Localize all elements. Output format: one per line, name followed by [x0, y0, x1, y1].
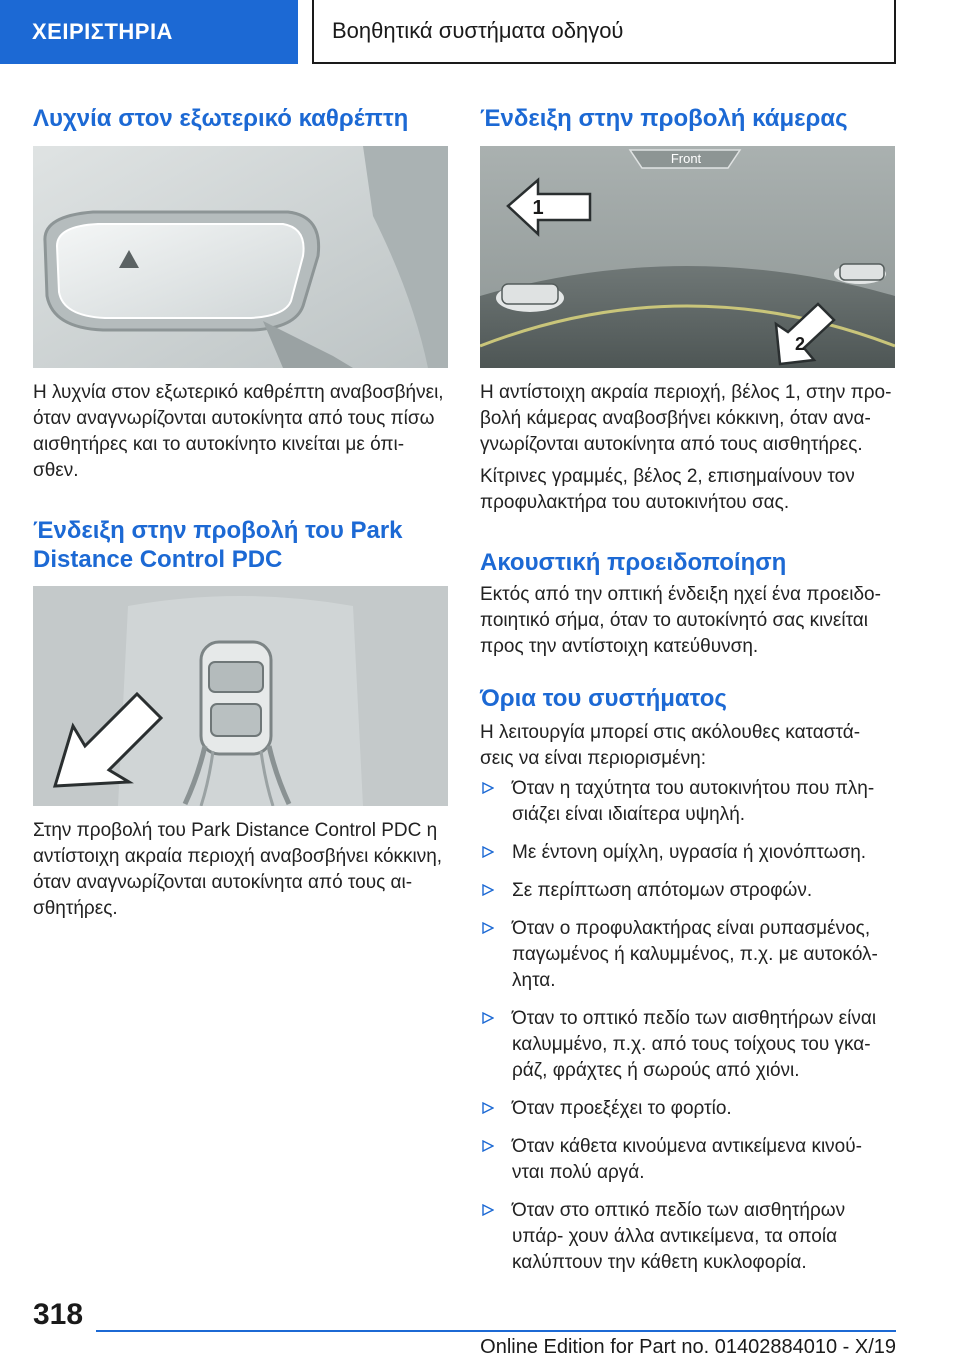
list-item-text: Όταν στο οπτικό πεδίο των αισθητήρων υπάρ- χουν άλλα αντικείμενα, τα οποία καλύπτουν την κάθετη κυκλοφορία.: [512, 1200, 846, 1273]
paragraph-mirror: Η λυχνία στον εξωτερικό καθρέπτη αναβοσβήνει, όταν αναγνωρίζονται αυτοκίνητα από τους πίσω αισθητήρες και το αυτοκίνητο κινείται με όπι- σθεν.: [33, 382, 444, 481]
paragraph-camera-1: Η αντίστοιχη ακραία περιοχή, βέλος 1, στην προ- βολή κάμερας αναβοσβήνει κόκκινη, όταν ανα- γνωρίζονται αυτοκίνητα από τους αισθητήρες.: [480, 382, 892, 455]
triangle-right-outline-icon: [482, 782, 494, 794]
list-item-text: Όταν η ταχύτητα του αυτοκινήτου που πλη- σιάζει είναι ιδιαίτερα υψηλή.: [512, 778, 875, 825]
list-item: [480, 840, 895, 866]
page-number: 318: [33, 1298, 84, 1331]
list-item: [480, 1096, 895, 1122]
car-right-icon: [834, 264, 886, 284]
section-tab: ΧΕΙΡΙΣΤΗΡΙΑ: [0, 0, 298, 64]
list-item-text: Όταν το οπτικό πεδίο των αισθητήρων είναι καλυμμένο, π.χ. από τους τοίχους του γκα- ράζ, φράχτες ή σωρούς από χιόνι.: [512, 1008, 877, 1081]
side-mirror-illustration: [33, 146, 448, 368]
chapter-title: Βοηθητικά συστήματα οδηγού: [312, 0, 896, 64]
arrow-2-label: 2: [794, 334, 806, 354]
heading-system-limits: Όρια του συστήματος: [480, 685, 727, 712]
heading-camera-display: Ένδειξη στην προβολή κάμερας: [480, 105, 848, 132]
list-item: [480, 776, 895, 828]
pdc-view-illustration: [33, 586, 448, 806]
list-item-text: Όταν ο προφυλακτήρας είναι ρυπασμένος, παγωμένος ή καλυμμένος, π.χ. με αυτοκόλ- λητα.: [512, 918, 878, 991]
list-item: [480, 1198, 895, 1276]
list-item-text: Όταν προεξέχει το φορτίο.: [512, 1098, 732, 1119]
list-item: [480, 1134, 895, 1186]
list-item-text: Σε περίπτωση απότομων στροφών.: [512, 880, 813, 901]
list-item-text: Όταν κάθετα κινούμενα αντικείμενα κινού- νται πολύ αργά.: [512, 1136, 862, 1183]
mirror-figure: [33, 146, 448, 368]
triangle-right-outline-icon: [482, 1204, 494, 1216]
heading-mirror-light: Λυχνία στον εξωτερικό καθρέπτη: [33, 105, 409, 132]
list-item: [480, 878, 895, 904]
car-left-icon: [496, 284, 564, 312]
heading-acoustic-warning: Ακουστική προειδοποίηση: [480, 549, 787, 576]
car-top-view-icon: [201, 642, 271, 754]
pdc-figure: [33, 586, 448, 806]
heading-pdc-display: Ένδειξη στην προβολή του Park Distance Control PDC: [33, 517, 403, 573]
paragraph-camera-2: Κίτρινες γραμμές, βέλος 2, επισημαίνουν τον προφυλακτήρα του αυτοκινήτου σας.: [480, 466, 855, 513]
triangle-right-outline-icon: [482, 1140, 494, 1152]
list-item-text: Με έντονη ομίχλη, υγρασία ή χιονόπτωση.: [512, 842, 867, 863]
triangle-right-outline-icon: [482, 1102, 494, 1114]
triangle-right-outline-icon: [482, 884, 494, 896]
arrow-1-label: 1: [532, 197, 544, 219]
list-item: [480, 1006, 895, 1084]
paragraph-pdc: Στην προβολή του Park Distance Control PDC η αντίστοιχη ακραία περιοχή αναβοσβήνει κόκκινη, όταν αναγνωρίζονται αυτοκίνητα από τους αι- σθητήρες.: [33, 820, 443, 919]
limits-list: [480, 776, 895, 1288]
front-label: Front: [670, 151, 702, 166]
paragraph-limits-intro: Η λειτουργία μπορεί στις ακόλουθες καταστά- σεις να είναι περιορισμένη:: [480, 722, 861, 769]
paragraph-acoustic: Εκτός από την οπτική ένδειξη ηχεί ένα προειδο- ποιητικό σήμα, όταν το αυτοκίνητό σας κινείται προς την αντίστοιχη κατεύθυνση.: [480, 584, 881, 657]
edition-note: Online Edition for Part no. 01402884010 - X/19: [480, 1336, 896, 1358]
triangle-right-outline-icon: [482, 1012, 494, 1024]
camera-figure: [480, 146, 895, 368]
camera-view-illustration: [480, 146, 895, 368]
triangle-right-outline-icon: [482, 922, 494, 934]
footer-rule: [96, 1330, 896, 1332]
triangle-right-outline-icon: [482, 846, 494, 858]
list-item: [480, 916, 895, 994]
